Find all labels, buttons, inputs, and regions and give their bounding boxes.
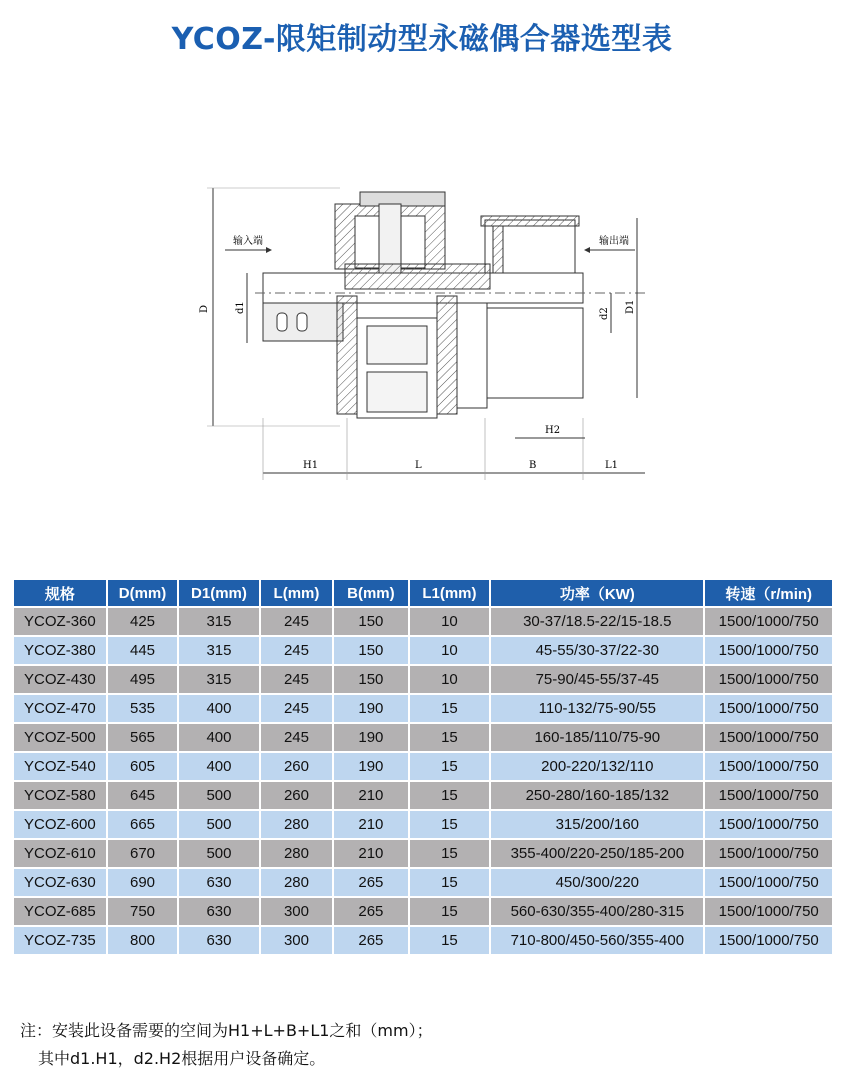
table-row — [14, 608, 832, 635]
table-cell: 1500/1000/750 — [705, 666, 832, 693]
table-cell: 15 — [410, 898, 490, 925]
table-cell: 210 — [334, 840, 407, 867]
table-cell: YCOZ-580 — [14, 782, 106, 809]
table-cell: YCOZ-600 — [14, 811, 106, 838]
table-cell: 710-800/450-560/355-400 — [491, 927, 703, 954]
table-cell: 200-220/132/110 — [491, 753, 703, 780]
selection-table — [12, 578, 834, 956]
table-cell: 315 — [179, 637, 259, 664]
table-cell: 1500/1000/750 — [705, 637, 832, 664]
table-cell: 245 — [261, 666, 332, 693]
dim-b-label: B — [529, 460, 537, 471]
dim-d1-label: d1 — [235, 301, 246, 314]
column-header: 功率（KW) — [491, 580, 703, 606]
table-cell: 150 — [334, 637, 407, 664]
table-cell: 400 — [179, 695, 259, 722]
table-cell: 315/200/160 — [491, 811, 703, 838]
coupler-technical-drawing — [175, 168, 675, 503]
table-cell: 30-37/18.5-22/15-18.5 — [491, 608, 703, 635]
column-header: 规格 — [14, 580, 106, 606]
table-cell: 280 — [261, 840, 332, 867]
table-cell: 300 — [261, 898, 332, 925]
dim-h1-label: H1 — [303, 460, 319, 471]
table-cell: 535 — [108, 695, 177, 722]
table-cell: 355-400/220-250/185-200 — [491, 840, 703, 867]
table-cell: 190 — [334, 695, 407, 722]
table-cell: 1500/1000/750 — [705, 898, 832, 925]
table-cell: 15 — [410, 840, 490, 867]
column-header: L1(mm) — [410, 580, 490, 606]
table-cell: 495 — [108, 666, 177, 693]
table-cell: 1500/1000/750 — [705, 724, 832, 751]
table-cell: 750 — [108, 898, 177, 925]
table-cell: 10 — [410, 637, 490, 664]
table-cell: 210 — [334, 782, 407, 809]
table-cell: 15 — [410, 753, 490, 780]
dim-l-label: L — [415, 460, 422, 471]
table-cell: 605 — [108, 753, 177, 780]
table-cell: 1500/1000/750 — [705, 811, 832, 838]
table-cell: YCOZ-630 — [14, 869, 106, 896]
table-cell: 190 — [334, 753, 407, 780]
input-end-label: 输入端 — [233, 236, 263, 247]
table-cell: 630 — [179, 898, 259, 925]
table-cell: 425 — [108, 608, 177, 635]
table-cell: 800 — [108, 927, 177, 954]
table-row — [14, 898, 832, 925]
table-cell: 400 — [179, 753, 259, 780]
note-line-1: 注：安装此设备需要的空间为H1+L+B+L1之和（mm）； — [20, 1021, 433, 1040]
table-cell: 1500/1000/750 — [705, 840, 832, 867]
table-cell: 300 — [261, 927, 332, 954]
table-cell: 45-55/30-37/22-30 — [491, 637, 703, 664]
table-cell: 190 — [334, 724, 407, 751]
table-cell: 645 — [108, 782, 177, 809]
dim-d-label: D — [199, 304, 210, 313]
table-cell: YCOZ-500 — [14, 724, 106, 751]
table-row — [14, 782, 832, 809]
table-cell: 245 — [261, 724, 332, 751]
table-cell: 15 — [410, 724, 490, 751]
table-row — [14, 753, 832, 780]
table-row — [14, 811, 832, 838]
table-cell: 150 — [334, 666, 407, 693]
column-header: 转速（r/min) — [705, 580, 832, 606]
table-cell: 15 — [410, 869, 490, 896]
table-cell: 265 — [334, 927, 407, 954]
dim-l1-label: L1 — [605, 460, 619, 471]
table-cell: 245 — [261, 637, 332, 664]
table-cell: 15 — [410, 695, 490, 722]
table-cell: 565 — [108, 724, 177, 751]
dim-h2-label: H2 — [545, 425, 561, 436]
table-header-row — [14, 580, 832, 606]
table-cell: 15 — [410, 811, 490, 838]
table-cell: 150 — [334, 608, 407, 635]
column-header: B(mm) — [334, 580, 407, 606]
table-row — [14, 724, 832, 751]
output-end-label: 输出端 — [599, 236, 629, 247]
page-title: YCOZ-限矩制动型永磁偶合器选型表 — [171, 22, 673, 57]
table-cell: 160-185/110/75-90 — [491, 724, 703, 751]
table-cell: 690 — [108, 869, 177, 896]
table-cell: 15 — [410, 927, 490, 954]
table-cell: 110-132/75-90/55 — [491, 695, 703, 722]
note-line-2: 其中d1.H1，d2.H2根据用户设备确定。 — [38, 1049, 326, 1068]
table-cell: 260 — [261, 782, 332, 809]
table-cell: 15 — [410, 782, 490, 809]
table-cell: 75-90/45-55/37-45 — [491, 666, 703, 693]
table-cell: 450/300/220 — [491, 869, 703, 896]
table-cell: 1500/1000/750 — [705, 753, 832, 780]
table-cell: 400 — [179, 724, 259, 751]
column-header: D(mm) — [108, 580, 177, 606]
table-cell: 500 — [179, 811, 259, 838]
table-cell: 445 — [108, 637, 177, 664]
table-cell: YCOZ-360 — [14, 608, 106, 635]
table-cell: 245 — [261, 695, 332, 722]
table-cell: YCOZ-540 — [14, 753, 106, 780]
table-row — [14, 637, 832, 664]
dim-d1-upper-label: D1 — [625, 299, 636, 314]
table-cell: 280 — [261, 811, 332, 838]
table-row — [14, 927, 832, 954]
table-cell: 250-280/160-185/132 — [491, 782, 703, 809]
table-cell: 500 — [179, 782, 259, 809]
table-cell: 630 — [179, 869, 259, 896]
table-cell: YCOZ-735 — [14, 927, 106, 954]
table-cell: YCOZ-470 — [14, 695, 106, 722]
column-header: D1(mm) — [179, 580, 259, 606]
table-cell: YCOZ-685 — [14, 898, 106, 925]
table-row — [14, 869, 832, 896]
table-cell: YCOZ-610 — [14, 840, 106, 867]
table-cell: 280 — [261, 869, 332, 896]
table-cell: 665 — [108, 811, 177, 838]
installation-note — [20, 1017, 433, 1073]
table-cell: 1500/1000/750 — [705, 608, 832, 635]
table-cell: 1500/1000/750 — [705, 695, 832, 722]
table-cell: 10 — [410, 608, 490, 635]
table-cell: 670 — [108, 840, 177, 867]
column-header: L(mm) — [261, 580, 332, 606]
table-cell: 10 — [410, 666, 490, 693]
table-cell: 315 — [179, 608, 259, 635]
table-cell: 1500/1000/750 — [705, 869, 832, 896]
table-cell: 1500/1000/750 — [705, 927, 832, 954]
table-cell: YCOZ-430 — [14, 666, 106, 693]
table-row — [14, 666, 832, 693]
table-cell: 560-630/355-400/280-315 — [491, 898, 703, 925]
table-cell: 260 — [261, 753, 332, 780]
table-cell: 210 — [334, 811, 407, 838]
table-row — [14, 840, 832, 867]
table-cell: 630 — [179, 927, 259, 954]
dim-d2-label: d2 — [599, 307, 610, 320]
table-row — [14, 695, 832, 722]
table-cell: 500 — [179, 840, 259, 867]
table-cell: YCOZ-380 — [14, 637, 106, 664]
table-cell: 265 — [334, 898, 407, 925]
table-cell: 265 — [334, 869, 407, 896]
table-cell: 245 — [261, 608, 332, 635]
table-cell: 1500/1000/750 — [705, 782, 832, 809]
table-cell: 315 — [179, 666, 259, 693]
